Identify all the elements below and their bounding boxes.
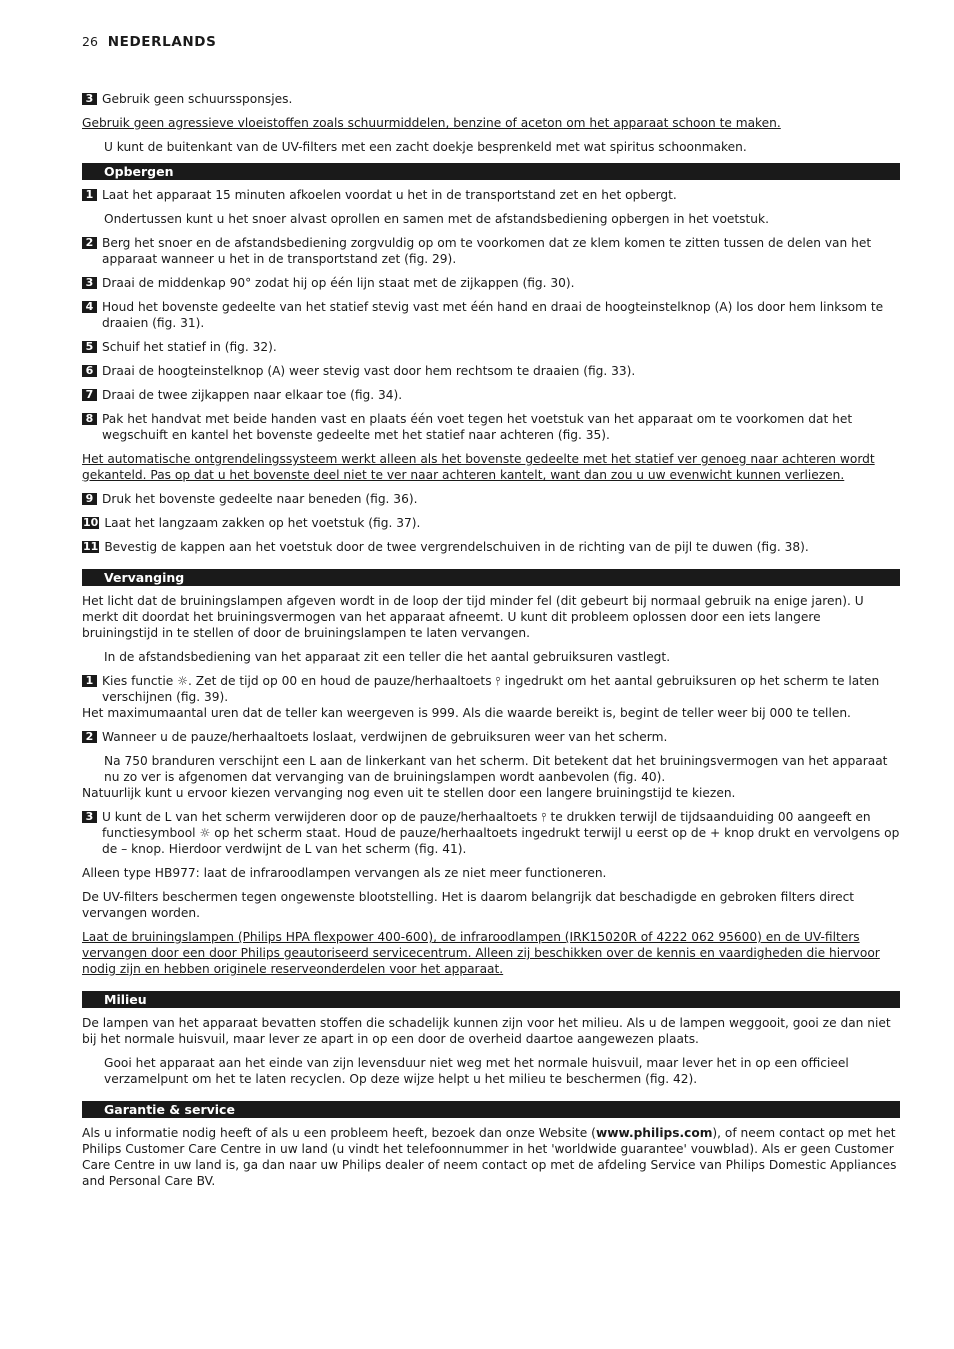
- step-text: Draai de hoogteinstelknop (A) weer stevig vast door hem rechtsom te draaien (fig. 33).: [102, 364, 636, 378]
- step-item: [82, 411, 900, 443]
- step-text: Druk het bovenste gedeelte naar beneden (fig. 36).: [102, 492, 418, 506]
- page-content: [82, 91, 900, 1197]
- note-text: Na 750 branduren verschijnt een L aan de linkerkant van het scherm. Dit betekent dat het bruiningsvermogen van het apparaat nu zo ver is afgenomen dat vervanging van de bruiningslampen wordt aanbevolen (fig. 40).: [104, 754, 888, 784]
- step-text: Draai de twee zijkappen naar elkaar toe (fig. 34).: [102, 388, 403, 402]
- page-header: [82, 34, 216, 52]
- step-item: [82, 339, 900, 355]
- paragraph: Alleen type HB977: laat de infraroodlampen vervangen als ze niet meer functioneren.: [82, 866, 607, 880]
- step-number: 8: [82, 413, 97, 425]
- step-number: 3: [82, 277, 97, 289]
- note-text: In de afstandsbediening van het apparaat zit een teller die het aantal gebruiksuren vastlegt.: [104, 650, 671, 664]
- step-number: 3: [82, 93, 97, 105]
- step-text: Kies functie ☼. Zet de tijd op 00 en houd de pauze/herhaaltoets ⫯ ingedrukt om het aantal gebruiksuren op het scherm te laten verschijnen (fig. 39).: [102, 674, 880, 704]
- step-text: Schuif het statief in (fig. 32).: [102, 340, 277, 354]
- step-number: 1: [82, 675, 97, 687]
- step-text: Draai de middenkap 90° zodat hij op één lijn staat met de zijkappen (fig. 30).: [102, 276, 575, 290]
- step-number: 7: [82, 389, 97, 401]
- step-item: [82, 91, 900, 107]
- text-span: ), of neem contact op met het Philips Customer Care Centre in uw land (u vindt het telefoonnummer in het 'worldwide guarantee' vouwblad). Als er geen Customer Care Centre in uw land is, ga dan naar uw Philips dealer of neem contact op met de afdeling Service van Philips Domestic Appliances and Personal Care BV.: [82, 1126, 897, 1188]
- step-text: Gebruik geen schuurssponsjes.: [102, 92, 293, 106]
- step-item: [82, 235, 900, 267]
- step-number: 4: [82, 301, 97, 313]
- step-text: Houd het bovenste gedeelte van het statief stevig vast met één hand en draai de hoogteinstelknop (A) los door hem linksom te draaien (fig. 31).: [102, 300, 884, 330]
- step-number: 10: [83, 516, 99, 529]
- step-item: [82, 363, 900, 379]
- step-item: [82, 515, 900, 531]
- step-item: [82, 299, 900, 331]
- section-heading-vervanging: Vervanging: [82, 569, 900, 586]
- step-item: [82, 491, 900, 507]
- section-heading-opbergen: Opbergen: [82, 163, 900, 180]
- step-item: [82, 539, 900, 555]
- step-number: 6: [82, 365, 97, 377]
- step-text: Laat het apparaat 15 minuten afkoelen voordat u het in de transportstand zet en het opbergt.: [102, 188, 677, 202]
- step-number: 2: [82, 731, 97, 743]
- note-text: U kunt de buitenkant van de UV-filters met een zacht doekje besprenkeld met wat spiritus schoonmaken.: [104, 140, 747, 154]
- warning-text: Het automatische ontgrendelingssysteem werkt alleen als het bovenste gedeelte met het statief ver genoeg naar achteren wordt gekanteld. Pas op dat u het bovenste deel niet te ver naar achteren kantelt, want dan zou u uw evenwicht kunnen verliezen.: [82, 452, 875, 482]
- step-text: Bevestig de kappen aan het voetstuk door de twee vergrendelschuiven in de richting van de pijl te duwen (fig. 38).: [104, 540, 809, 554]
- step-number: 5: [82, 341, 97, 353]
- step-number: 1: [82, 189, 97, 201]
- paragraph: [82, 1125, 900, 1189]
- section-heading-garantie: Garantie & service: [82, 1101, 900, 1118]
- step-item: [82, 187, 900, 203]
- step-number: 9: [82, 493, 97, 505]
- step-text: Berg het snoer en de afstandsbediening zorgvuldig op om te voorkomen dat ze klem komen te zitten tussen de delen van het apparaat wanneer u het in de transportstand zet (fig. 29).: [102, 236, 872, 266]
- step-item: [82, 729, 900, 745]
- paragraph: Natuurlijk kunt u ervoor kiezen vervanging nog even uit te stellen door een langere bruiningstijd te kiezen.: [82, 786, 736, 800]
- step-number: 11: [83, 540, 99, 553]
- step-item: [82, 275, 900, 291]
- paragraph: Het maximumaantal uren dat de teller kan weergeven is 999. Als die waarde bereikt is, begint de teller weer bij 000 te tellen.: [82, 706, 851, 720]
- step-number: 3: [82, 811, 97, 823]
- website-link[interactable]: www.philips.com: [595, 1126, 713, 1140]
- note-text: Ondertussen kunt u het snoer alvast oprollen en samen met de afstandsbediening opbergen in het voetstuk.: [104, 212, 769, 226]
- warning-text: Gebruik geen agressieve vloeistoffen zoals schuurmiddelen, benzine of aceton om het apparaat schoon te maken.: [82, 116, 781, 130]
- paragraph: Het licht dat de bruiningslampen afgeven wordt in de loop der tijd minder fel (dit gebeurt bij normaal gebruik na enige jaren). U merkt dit doordat het bruiningsvermogen van het apparaat afneemt. U kunt dit probleem oplossen door een iets langere bruiningstijd in te stellen of door de bruiningslampen te laten vervangen.: [82, 594, 864, 640]
- step-number: 2: [82, 237, 97, 249]
- step-item: [82, 809, 900, 857]
- step-item: [82, 387, 900, 403]
- language-heading: NEDERLANDS: [107, 34, 217, 50]
- paragraph: De UV-filters beschermen tegen ongewenste blootstelling. Het is daarom belangrijk dat beschadigde en gebroken filters direct vervangen worden.: [82, 890, 855, 920]
- step-text: Pak het handvat met beide handen vast en plaats één voet tegen het voetstuk van het apparaat om te voorkomen dat het wegschuift en kantel het bovenste gedeelte met het statief naar achteren (fig. 35).: [102, 412, 853, 442]
- section-heading-milieu: Milieu: [82, 991, 900, 1008]
- note-text: Gooi het apparaat aan het einde van zijn levensduur niet weg met het normale huisvuil, maar lever het in op een officieel verzamelpunt om het te laten recyclen. Op deze wijze helpt u het milieu te beschermen (fig. 42).: [104, 1056, 849, 1086]
- paragraph: De lampen van het apparaat bevatten stoffen die schadelijk kunnen zijn voor het milieu. Als u de lampen weggooit, gooi ze dan niet bij het normale huisvuil, maar lever ze apart in op een door de overheid daartoe aangewezen plaats.: [82, 1016, 891, 1046]
- step-text: Laat het langzaam zakken op het voetstuk (fig. 37).: [104, 516, 421, 530]
- warning-text: Laat de bruiningslampen (Philips HPA flexpower 400-600), de infraroodlampen (IRK15020R of 4222 062 95600) en de UV-filters vervangen door een door Philips geautoriseerd servicecentrum. Alleen zij beschikken over de kennis en vaardigheden die hiervoor nodig zijn en hebben originele reserveonderdelen voor het apparaat.: [82, 930, 880, 976]
- step-text: Wanneer u de pauze/herhaaltoets loslaat, verdwijnen de gebruiksuren weer van het scherm.: [102, 730, 668, 744]
- step-item: [82, 673, 900, 705]
- page-number: 26: [82, 34, 98, 49]
- text-span: Als u informatie nodig heeft of als u een probleem heeft, bezoek dan onze Website (: [82, 1126, 596, 1140]
- step-text: U kunt de L van het scherm verwijderen door op de pauze/herhaaltoets ⫯ te drukken terwijl de tijdsaanduiding 00 aangeeft en functiesymbool ☼ op het scherm staat. Houd de pauze/herhaaltoets ingedrukt terwijl u eerst op de + knop drukt en vervolgens op de – knop. Hierdoor verdwijnt de L van het scherm (fig. 41).: [102, 810, 900, 856]
